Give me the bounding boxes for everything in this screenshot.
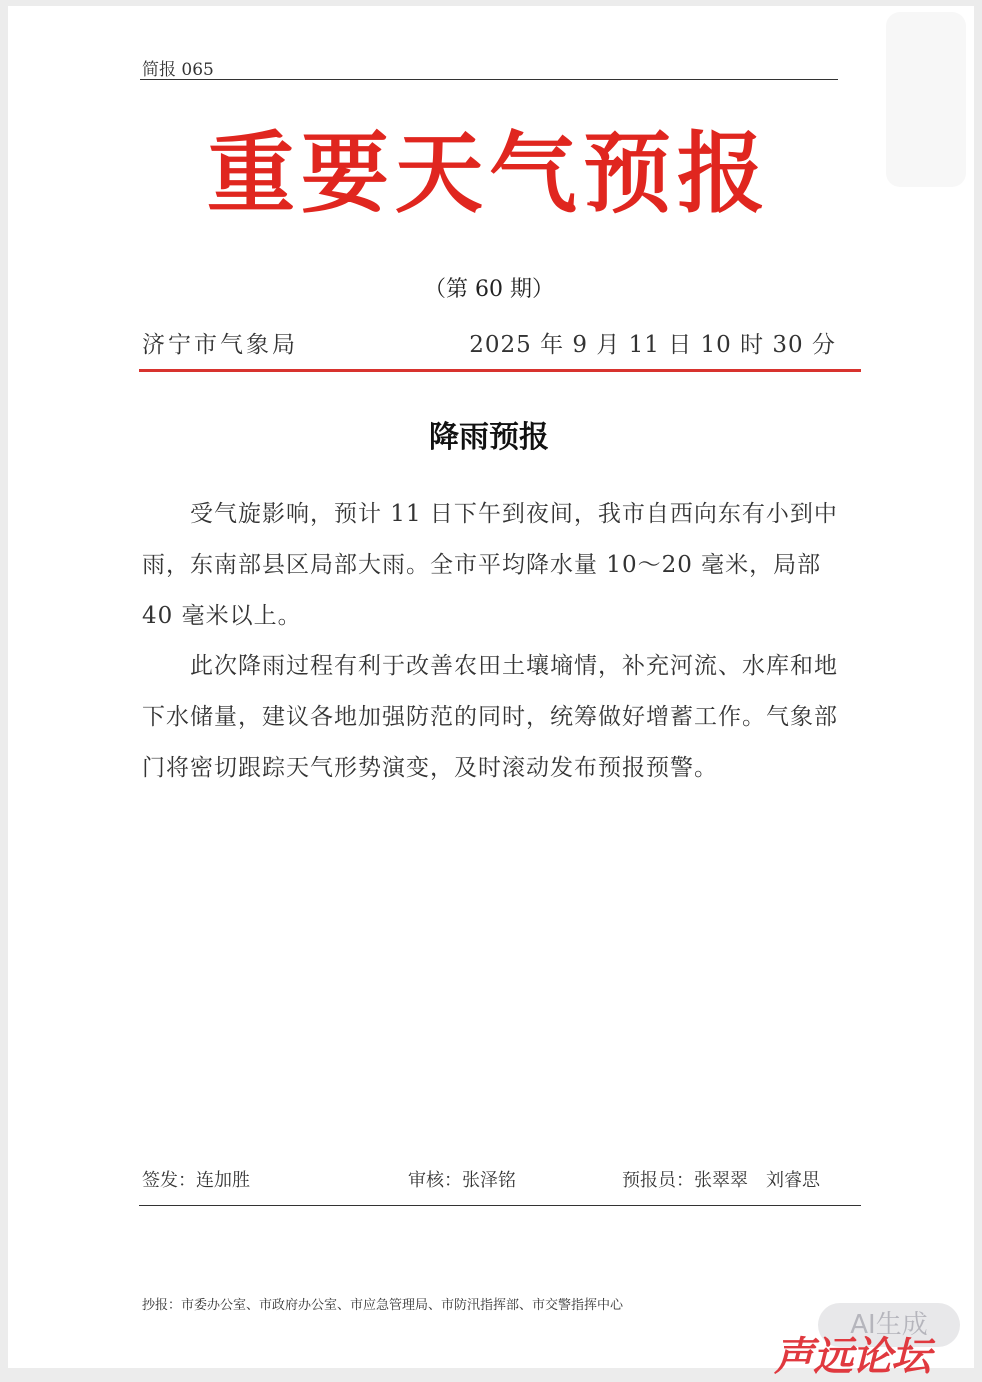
issue-datetime: 2025 年 9 月 11 日 10 时 30 分: [469, 332, 836, 358]
body-paragraph-1: 受气旋影响，预计 11 日下午到夜间，我市自西向东有小到中雨，东南部县区局部大雨。全市平均降水量 10～20 毫米，局部 40 毫米以上。: [142, 501, 838, 629]
brief-number: 简报 065: [142, 60, 214, 80]
reviewer: 审核：张泽铭: [408, 1170, 516, 1191]
issuer: 济宁市气象局: [142, 332, 298, 358]
forum-watermark: 声远论坛: [774, 1334, 930, 1380]
issue-number: （第 60 期）: [424, 277, 554, 302]
corner-overlay: [886, 12, 966, 187]
section-title: 降雨预报: [429, 420, 549, 455]
body-paragraph-2: 此次降雨过程有利于改善农田土壤墒情，补充河流、水库和地下水储量，建议各地加强防范的同时，统筹做好增蓄工作。气象部门将密切跟踪天气形势演变，及时滚动发布预报预警。: [142, 653, 838, 781]
document-title: 重要天气预报: [206, 121, 771, 225]
bottom-divider: [139, 1205, 861, 1206]
red-divider: [139, 369, 861, 372]
top-divider: [140, 79, 838, 80]
cc-list: 抄报：市委办公室、市政府办公室、市应急管理局、市防汛指挥部、市交警指挥中心: [142, 1298, 624, 1313]
signer: 签发：连加胜: [142, 1170, 250, 1191]
forecasters: 预报员：张翠翠 刘睿思: [622, 1170, 820, 1191]
ai-generated-badge: AI生成: [818, 1303, 960, 1347]
